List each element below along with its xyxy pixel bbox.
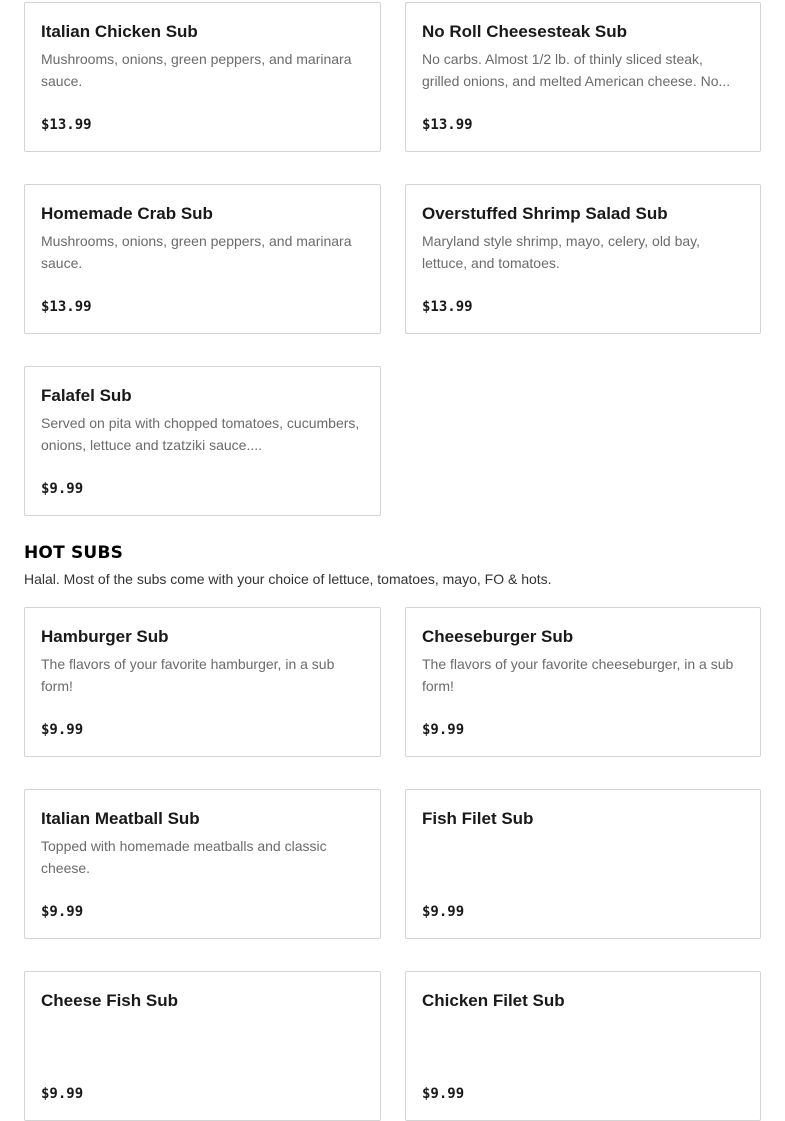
item-price: $9.99: [41, 481, 84, 497]
item-price: $13.99: [41, 117, 92, 133]
item-description: Mushrooms, onions, green peppers, and marinara sauce.: [41, 233, 352, 271]
item-description: [41, 1017, 364, 1061]
item-name: Italian Chicken Sub: [41, 22, 198, 41]
item-price: $9.99: [41, 1086, 84, 1102]
item-description: Topped with homemade meatballs and classic cheese.: [41, 838, 327, 876]
item-price: $9.99: [41, 722, 84, 738]
item-price: $9.99: [422, 1086, 465, 1102]
item-name: Falafel Sub: [41, 386, 132, 405]
menu-item-card[interactable]: [405, 971, 761, 1121]
item-name: Cheeseburger Sub: [422, 627, 574, 646]
item-description: [422, 1017, 744, 1061]
menu-item-card[interactable]: [405, 184, 761, 334]
menu-item-card[interactable]: [405, 789, 761, 939]
item-description: The flavors of your favorite cheeseburger, in a sub form!: [422, 656, 734, 694]
menu-item-card[interactable]: [24, 366, 381, 516]
cold-subs-grid: [24, 2, 761, 516]
item-name: Hamburger Sub: [41, 627, 169, 646]
menu-page: [24, 2, 761, 1121]
menu-item-card[interactable]: [24, 971, 381, 1121]
item-description: The flavors of your favorite hamburger, in a sub form!: [41, 656, 335, 694]
hot-subs-grid: [24, 607, 761, 1121]
menu-item-card[interactable]: [405, 607, 761, 757]
item-price: $13.99: [41, 299, 92, 315]
menu-item-card[interactable]: [24, 607, 381, 757]
item-name: Overstuffed Shrimp Salad Sub: [422, 204, 668, 223]
item-name: No Roll Cheesesteak Sub: [422, 22, 628, 41]
section-title: HOT SUBS: [24, 543, 124, 563]
item-name: Fish Filet Sub: [422, 809, 534, 828]
item-name: Homemade Crab Sub: [41, 204, 213, 223]
item-name: Italian Meatball Sub: [41, 809, 200, 828]
item-price: $9.99: [422, 904, 465, 920]
menu-item-card[interactable]: [24, 2, 381, 152]
item-price: $13.99: [422, 299, 473, 315]
section-description: Halal. Most of the subs come with your choice of lettuce, tomatoes, mayo, FO & hots.: [24, 571, 552, 587]
item-name: Chicken Filet Sub: [422, 991, 565, 1010]
item-price: $13.99: [422, 117, 473, 133]
item-description: Mushrooms, onions, green peppers, and marinara sauce.: [41, 51, 352, 89]
menu-item-card[interactable]: [24, 184, 381, 334]
item-price: $9.99: [41, 904, 84, 920]
item-name: Cheese Fish Sub: [41, 991, 178, 1010]
menu-item-card[interactable]: [24, 789, 381, 939]
item-description: Served on pita with chopped tomatoes, cucumbers, onions, lettuce and tzatziki sauce....: [41, 415, 360, 453]
item-price: $9.99: [422, 722, 465, 738]
item-description: No carbs. Almost 1/2 lb. of thinly sliced steak, grilled onions, and melted American cheese. No...: [422, 51, 731, 89]
menu-item-card[interactable]: [405, 2, 761, 152]
hot-subs-section-header: [24, 543, 761, 589]
item-description: [422, 835, 744, 879]
item-description: Maryland style shrimp, mayo, celery, old bay, lettuce, and tomatoes.: [422, 233, 701, 271]
